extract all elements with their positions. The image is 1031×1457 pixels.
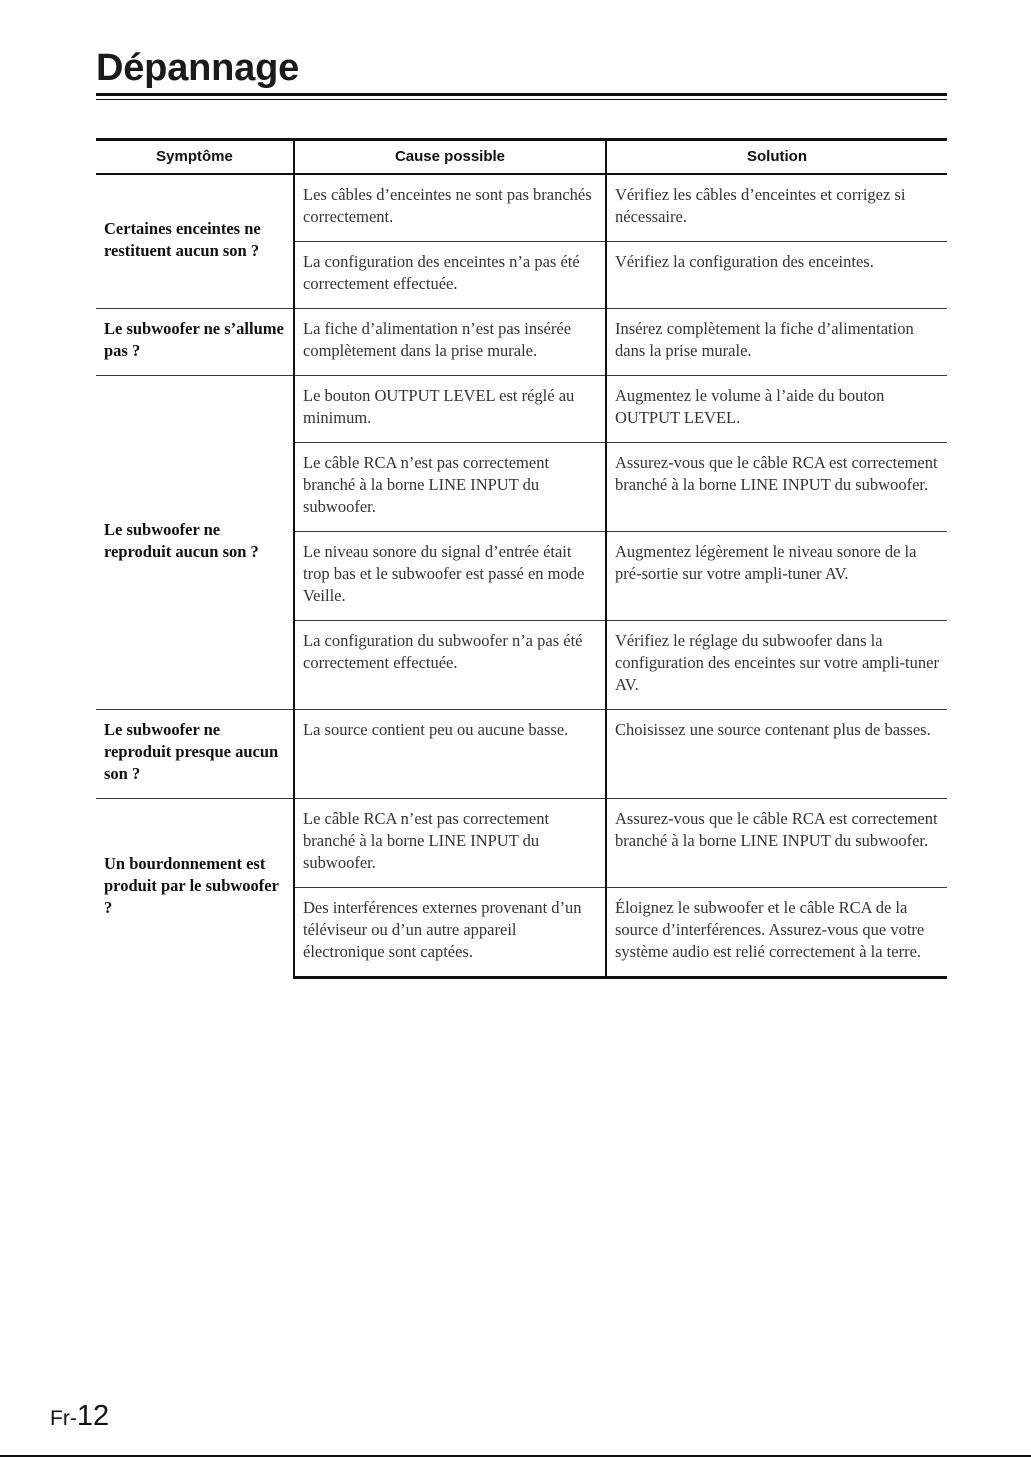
title-rule	[96, 93, 947, 96]
symptom-cell: Le subwoofer ne s’allume pas ?	[96, 309, 294, 376]
table-row	[96, 799, 947, 888]
cause-cell: La configuration des enceintes n’a pas été correctement effectuée.	[294, 242, 606, 309]
cause-cell: La source contient peu ou aucune basse.	[294, 710, 606, 799]
cause-cell: Le niveau sonore du signal d’entrée était trop bas et le subwoofer est passé en mode Veille.	[294, 532, 606, 621]
solution-cell: Insérez complètement la fiche d’alimentation dans la prise murale.	[606, 309, 947, 376]
symptom-cell: Certaines enceintes ne restituent aucun son ?	[104, 218, 261, 260]
solution-cell: Assurez-vous que le câble RCA est correctement branché à la borne LINE INPUT du subwoofer.	[606, 799, 947, 888]
cause-cell: La fiche d’alimentation n’est pas insérée complètement dans la prise murale.	[294, 309, 606, 376]
solution-cell: Vérifiez la configuration des enceintes.	[606, 242, 947, 309]
symptom-cell: Le subwoofer ne reproduit presque aucun son ?	[96, 710, 294, 799]
table-row	[96, 174, 947, 242]
header-cause: Cause possible	[294, 140, 606, 175]
table-row	[96, 710, 947, 799]
header-symptom: Symptôme	[96, 140, 294, 175]
solution-cell: Vérifiez le réglage du subwoofer dans la configuration des enceintes sur votre ampli-tuner AV.	[606, 621, 947, 710]
cause-cell: Le câble RCA n’est pas correctement branché à la borne LINE INPUT du subwoofer.	[294, 799, 606, 888]
table-row	[96, 309, 947, 376]
cause-cell: La configuration du subwoofer n’a pas été correctement effectuée.	[294, 621, 606, 710]
page-number-prefix: Fr-	[50, 1407, 77, 1430]
solution-cell: Augmentez le volume à l’aide du bouton OUTPUT LEVEL.	[606, 376, 947, 443]
symptom-cell: Un bourdonnement est produit par le subwoofer ?	[96, 799, 294, 978]
table-row	[96, 376, 947, 443]
cause-cell: Le câble RCA n’est pas correctement branché à la borne LINE INPUT du subwoofer.	[294, 443, 606, 532]
header-solution: Solution	[606, 140, 947, 175]
cause-cell: Le bouton OUTPUT LEVEL est réglé au minimum.	[294, 376, 606, 443]
solution-cell: Vérifiez les câbles d’enceintes et corrigez si nécessaire.	[606, 174, 947, 242]
table-header-row	[96, 140, 947, 175]
page-title: Dépannage	[96, 47, 300, 89]
symptom-cell: Le subwoofer ne reproduit aucun son ?	[96, 376, 294, 710]
solution-cell: Assurez-vous que le câble RCA est correctement branché à la borne LINE INPUT du subwoofer.	[606, 443, 947, 532]
page-number-value: 12	[76, 1400, 110, 1432]
troubleshooting-table	[96, 138, 947, 979]
page-number	[50, 1398, 109, 1439]
title-rule-secondary	[96, 99, 947, 100]
cause-cell: Des interférences externes provenant d’un téléviseur ou d’un autre appareil électronique sont captées.	[294, 888, 606, 978]
solution-cell: Augmentez légèrement le niveau sonore de la pré-sortie sur votre ampli-tuner AV.	[606, 532, 947, 621]
solution-cell: Choisissez une source contenant plus de basses.	[606, 710, 947, 799]
solution-cell: Éloignez le subwoofer et le câble RCA de la source d’interférences. Assurez-vous que votre système audio est relié correctement à la terre.	[606, 888, 947, 978]
cause-cell: Les câbles d’enceintes ne sont pas branchés correctement.	[294, 174, 606, 242]
